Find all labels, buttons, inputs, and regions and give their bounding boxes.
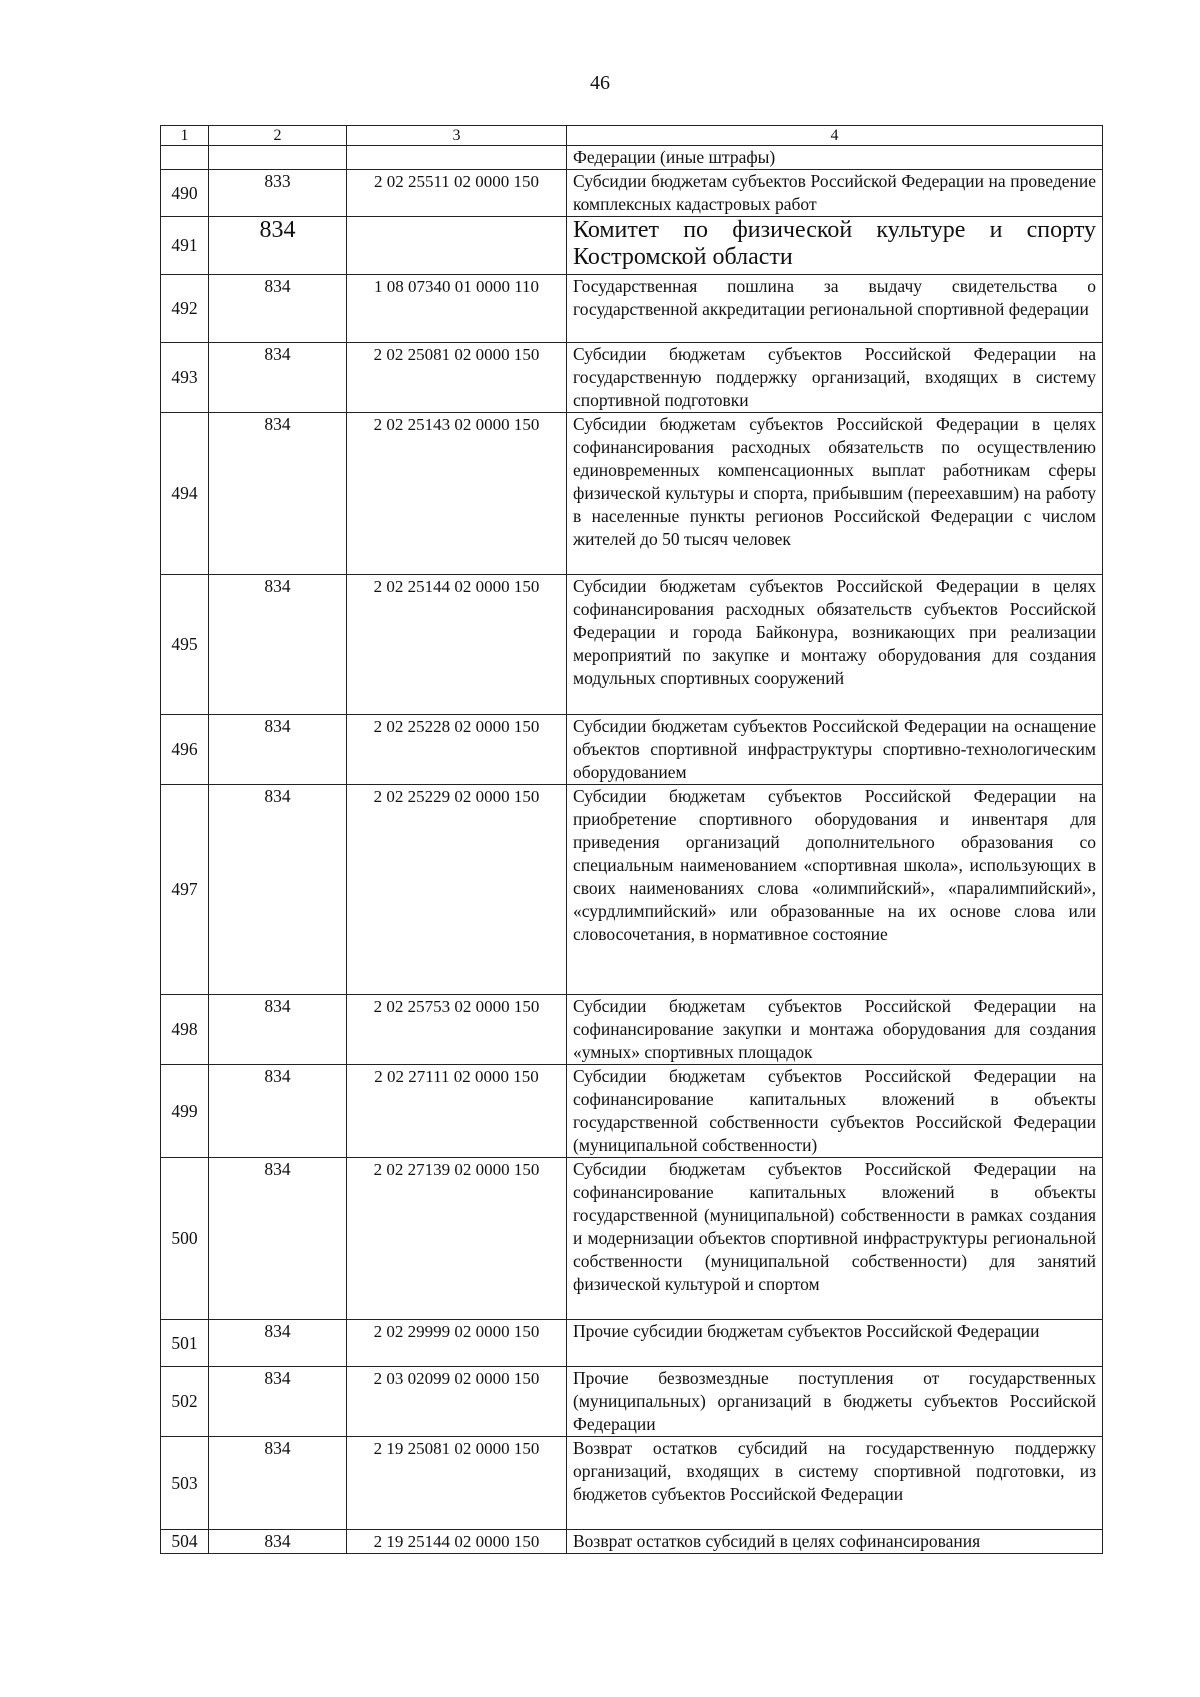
revenue-description: Возврат остатков субсидий в целях софинансирования: [567, 1530, 1103, 1554]
header-cell: 4: [567, 126, 1103, 146]
row-number: 497: [161, 785, 209, 995]
revenue-code: 2 02 25228 02 0000 150: [347, 715, 567, 785]
admin-code: 834: [209, 575, 347, 715]
revenue-code: 2 02 25081 02 0000 150: [347, 343, 567, 413]
table-row: [161, 715, 1103, 785]
row-number: 494: [161, 413, 209, 575]
admin-code: 834: [209, 1065, 347, 1158]
table-row: [161, 170, 1103, 217]
revenue-description: Субсидии бюджетам субъектов Российской Федерации в целях софинансирования расходных обязательств субъектов Российской Федерации и города Байконура, возникающих при реализации мероприятий по закупке и монтажу оборудования для создания модульных спортивных сооружений: [567, 575, 1103, 715]
row-number: 498: [161, 995, 209, 1065]
admin-code: 834: [209, 785, 347, 995]
revenue-description: Субсидии бюджетам субъектов Российской Федерации на проведение комплексных кадастровых работ: [567, 170, 1103, 217]
revenue-codes-table: [160, 125, 1103, 1554]
revenue-code: 2 19 25144 02 0000 150: [347, 1530, 567, 1554]
revenue-description: Субсидии бюджетам субъектов Российской Федерации на приобретение спортивного оборудования и инвентаря для приведения организаций дополнительного образования со специальным наименованием «спортивная школа», использующих в своих наименованиях слова «олимпийский», «паралимпийский», «сурдлимпийский» или образованные на их основе слова или словосочетания, в нормативное состояние: [567, 785, 1103, 995]
admin-code: 834: [209, 1367, 347, 1437]
header-cell: 2: [209, 126, 347, 146]
header-cell: 3: [347, 126, 567, 146]
continuation-text: Федерации (иные штрафы): [567, 146, 1103, 170]
revenue-code: 2 02 25229 02 0000 150: [347, 785, 567, 995]
row-number: 499: [161, 1065, 209, 1158]
table-row-continuation: [161, 146, 1103, 170]
revenue-code: [347, 217, 567, 275]
row-number: 490: [161, 170, 209, 217]
revenue-code: 2 02 29999 02 0000 150: [347, 1320, 567, 1367]
row-number: 501: [161, 1320, 209, 1367]
admin-code: 834: [209, 1158, 347, 1320]
admin-code: 834: [209, 1437, 347, 1530]
row-number: 502: [161, 1367, 209, 1437]
page-number: 46: [590, 72, 610, 94]
table-row: [161, 343, 1103, 413]
administrator-title: Комитет по физической культуре и спорту Костромской области: [567, 217, 1103, 275]
table-row: [161, 1530, 1103, 1554]
table-row: [161, 1320, 1103, 1367]
revenue-description: Возврат остатков субсидий на государственную поддержку организаций, входящих в систему спортивной подготовки, из бюджетов субъектов Российской Федерации: [567, 1437, 1103, 1530]
revenue-description: Прочие субсидии бюджетам субъектов Российской Федерации: [567, 1320, 1103, 1367]
admin-code: 834: [209, 413, 347, 575]
revenue-description: Субсидии бюджетам субъектов Российской Федерации на софинансирование капитальных вложений в объекты государственной собственности субъектов Российской Федерации (муниципальной собственности): [567, 1065, 1103, 1158]
table-row: [161, 413, 1103, 575]
revenue-code: 2 02 25144 02 0000 150: [347, 575, 567, 715]
revenue-code: 2 02 25753 02 0000 150: [347, 995, 567, 1065]
table-row: [161, 785, 1103, 995]
revenue-code: 2 02 25511 02 0000 150: [347, 170, 567, 217]
revenue-code: 2 02 27139 02 0000 150: [347, 1158, 567, 1320]
revenue-description: Государственная пошлина за выдачу свидетельства о государственной аккредитации региональной спортивной федерации: [567, 275, 1103, 343]
table-row: [161, 995, 1103, 1065]
table-row: [161, 1158, 1103, 1320]
admin-code: 834: [209, 1320, 347, 1367]
revenue-code: 1 08 07340 01 0000 110: [347, 275, 567, 343]
revenue-code: 2 19 25081 02 0000 150: [347, 1437, 567, 1530]
row-number: 491: [161, 217, 209, 275]
table-row: [161, 1437, 1103, 1530]
revenue-code: 2 02 27111 02 0000 150: [347, 1065, 567, 1158]
table-header-row: [161, 126, 1103, 146]
header-cell: 1: [161, 126, 209, 146]
row-number: 492: [161, 275, 209, 343]
revenue-code: 2 03 02099 02 0000 150: [347, 1367, 567, 1437]
table-row: [161, 217, 1103, 275]
table-row: [161, 1065, 1103, 1158]
revenue-description: Субсидии бюджетам субъектов Российской Федерации на софинансирование капитальных вложений в объекты государственной (муниципальной) собственности в рамках создания и модернизации объектов спортивной инфраструктуры региональной собственности (муниципальной собственности) для занятий физической культурой и спортом: [567, 1158, 1103, 1320]
admin-code: 834: [209, 343, 347, 413]
row-number: 493: [161, 343, 209, 413]
admin-code: 834: [209, 217, 347, 275]
revenue-description: Субсидии бюджетам субъектов Российской Федерации на государственную поддержку организаций, входящих в систему спортивной подготовки: [567, 343, 1103, 413]
admin-code: 834: [209, 275, 347, 343]
revenue-description: Прочие безвозмездные поступления от государственных (муниципальных) организаций в бюджеты субъектов Российской Федерации: [567, 1367, 1103, 1437]
row-number: 495: [161, 575, 209, 715]
revenue-description: Субсидии бюджетам субъектов Российской Федерации в целях софинансирования расходных обязательств по осуществлению единовременных компенсационных выплат работникам сферы физической культуры и спорта, прибывшим (переехавшим) на работу в населенные пункты регионов Российской Федерации с числом жителей до 50 тысяч человек: [567, 413, 1103, 575]
admin-code: 834: [209, 995, 347, 1065]
table-row: [161, 1367, 1103, 1437]
table-row: [161, 575, 1103, 715]
admin-code: 834: [209, 1530, 347, 1554]
table-row: [161, 275, 1103, 343]
revenue-description: Субсидии бюджетам субъектов Российской Федерации на оснащение объектов спортивной инфраструктуры спортивно-технологическим оборудованием: [567, 715, 1103, 785]
row-number: 500: [161, 1158, 209, 1320]
admin-code: 833: [209, 170, 347, 217]
row-number: 503: [161, 1437, 209, 1530]
revenue-code: 2 02 25143 02 0000 150: [347, 413, 567, 575]
admin-code: 834: [209, 715, 347, 785]
row-number: 504: [161, 1530, 209, 1554]
row-number: 496: [161, 715, 209, 785]
revenue-description: Субсидии бюджетам субъектов Российской Федерации на софинансирование закупки и монтажа оборудования для создания «умных» спортивных площадок: [567, 995, 1103, 1065]
